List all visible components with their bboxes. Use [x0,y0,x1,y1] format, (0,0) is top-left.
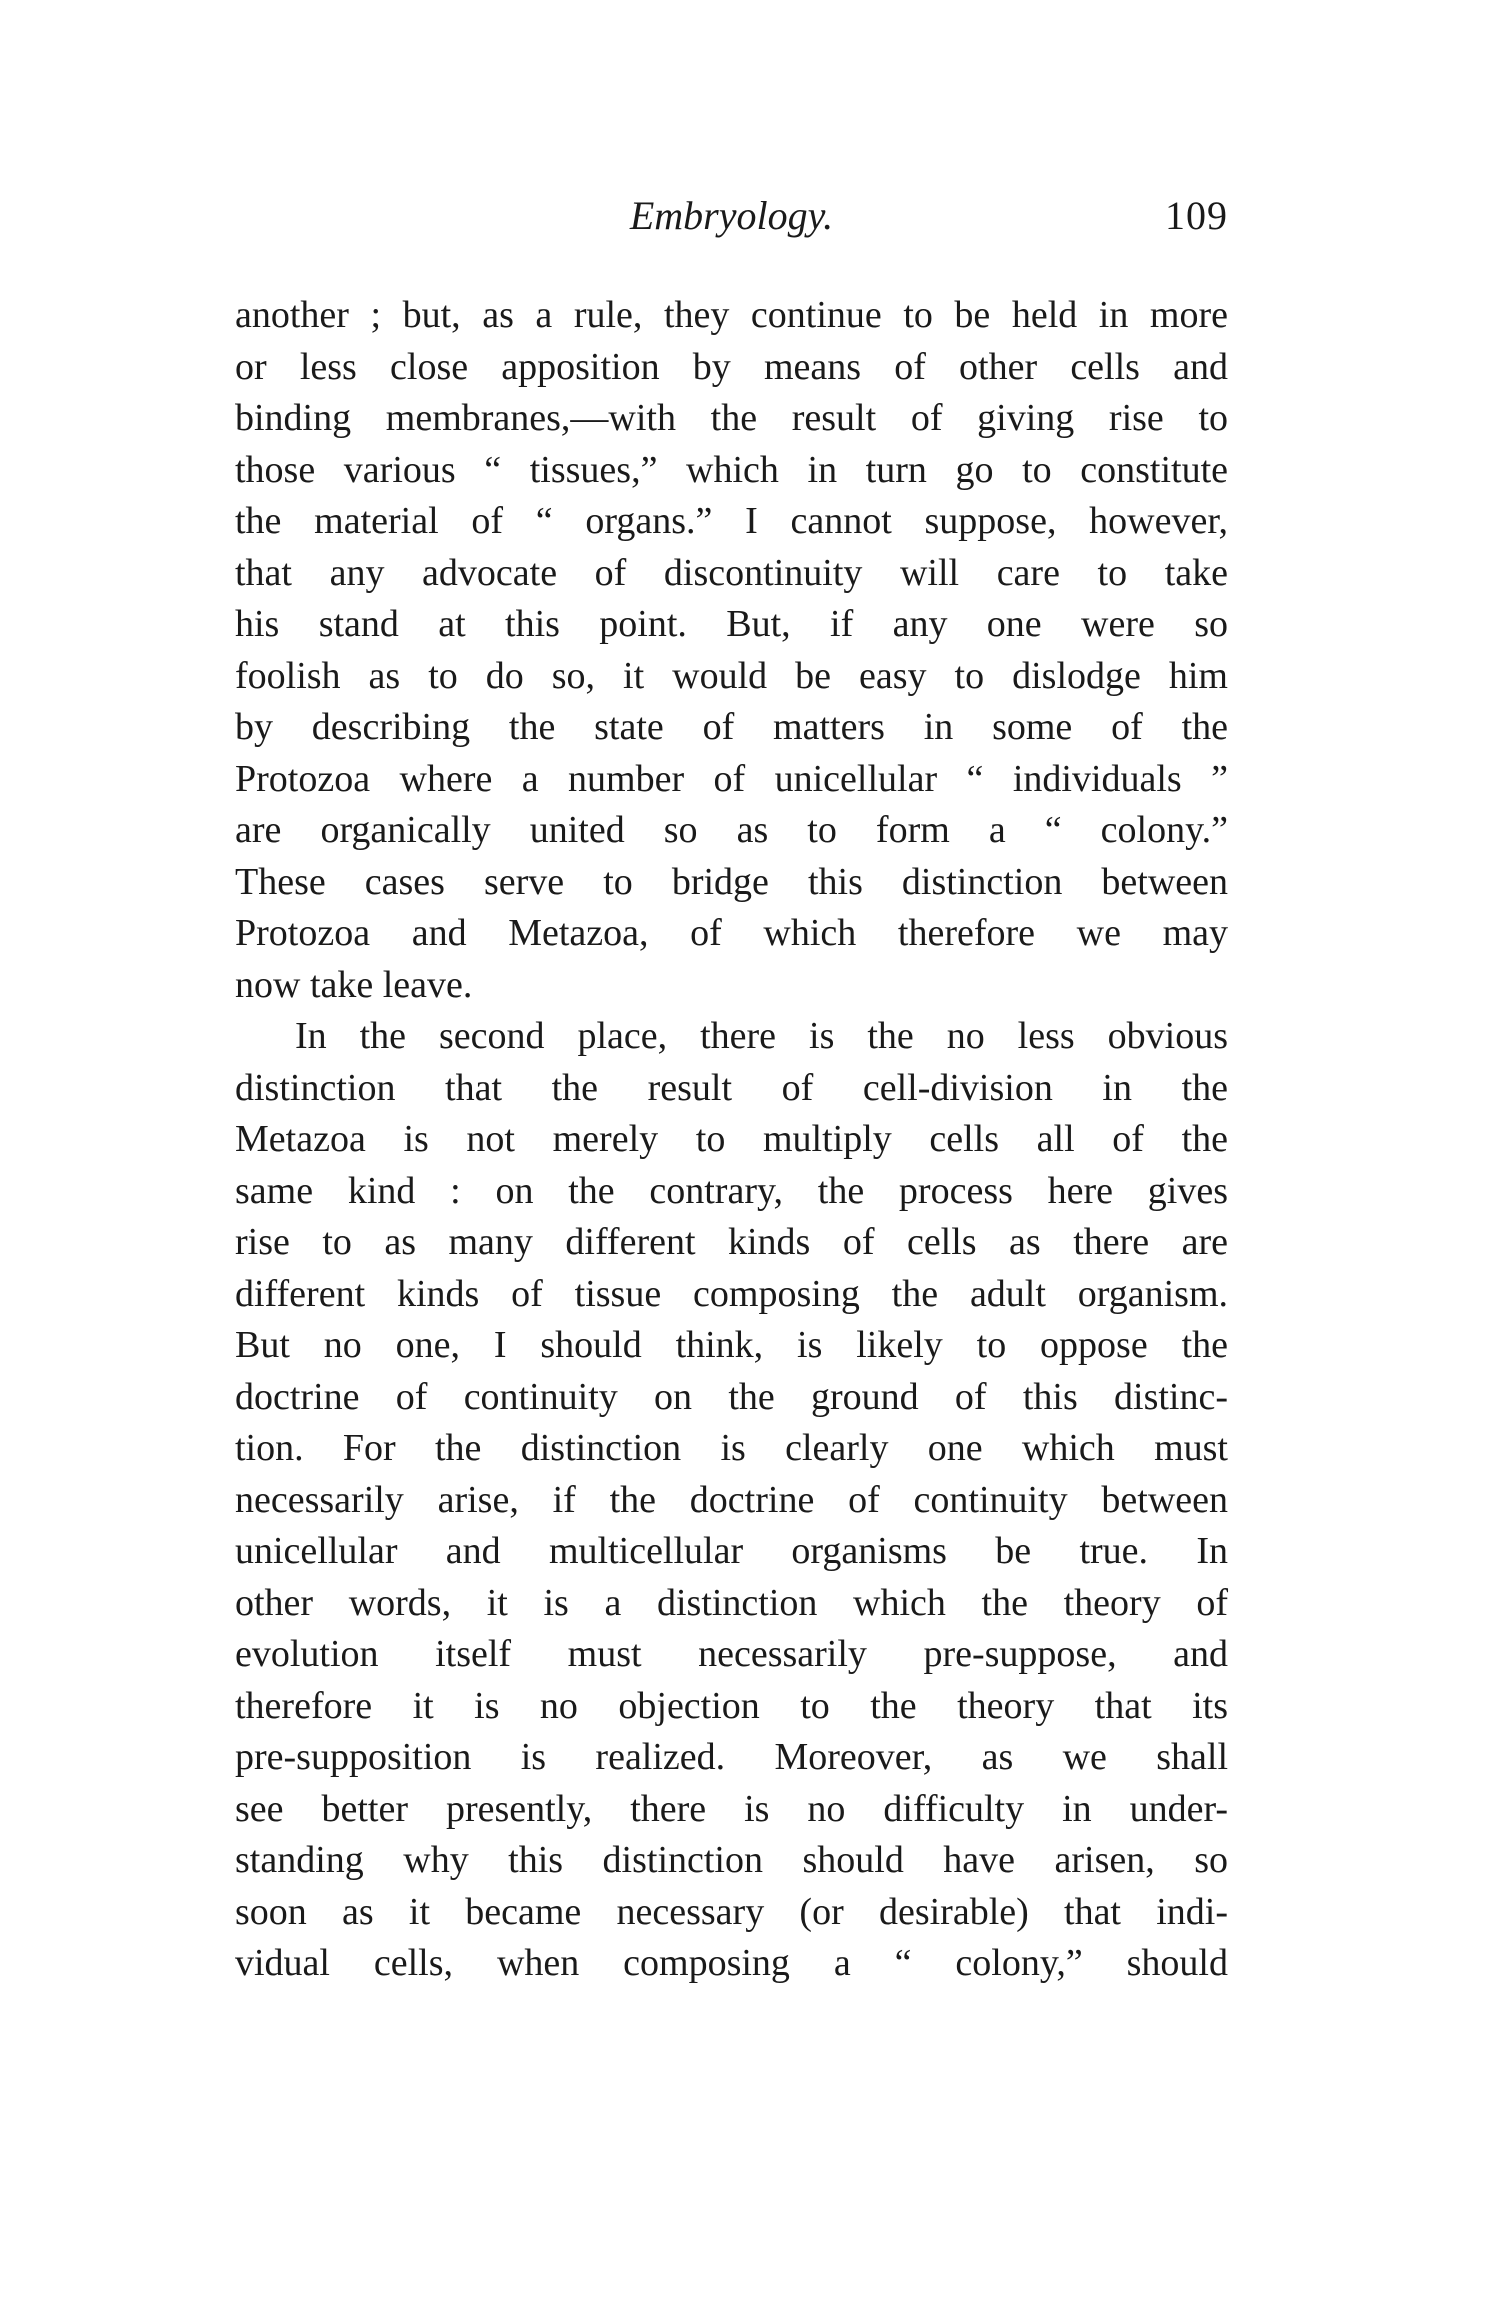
text-line: by describing the state of matters in some of the [235,706,1228,748]
text-line: the material of “ organs.” I cannot suppose, however, [235,500,1228,542]
text-line: are organically united so as to form a “ colony.” [235,809,1228,851]
text-line: therefore it is no objection to the theory that its [235,1684,1228,1727]
text-line: These cases serve to bridge this distinction between [235,860,1228,903]
text-line: doctrine of continuity on the ground of this distinc- [235,1375,1228,1418]
text-line: same kind : on the contrary, the process here gives [235,1169,1228,1212]
text-line: pre-supposition is realized. Moreover, as we shall [235,1736,1228,1778]
body-text [235,290,1228,1990]
text-line: rise to as many different kinds of cells as there are [235,1221,1228,1263]
text-line: standing why this distinction should have arisen, so [235,1839,1228,1881]
text-line: that any advocate of discontinuity will care to take [235,551,1228,594]
text-line: tion. For the distinction is clearly one which must [235,1427,1228,1469]
text-line: distinction that the result of cell-division in the [235,1066,1228,1109]
text-line: Metazoa is not merely to multiply cells all of the [235,1118,1228,1160]
running-title: Embryology. [629,193,834,238]
text-line: or less close apposition by means of other cells and [235,345,1228,388]
text-line: Protozoa where a number of unicellular “ individuals ” [235,757,1228,800]
text-line: different kinds of tissue composing the adult organism. [235,1272,1228,1315]
text-line: now take leave. [235,963,473,1006]
paragraph [235,290,1228,1011]
text-line: foolish as to do so, it would be easy to dislodge him [235,654,1228,697]
text-line: soon as it became necessary (or desirable) that indi- [235,1890,1228,1933]
text-line: vidual cells, when composing a “ colony,” should [235,1942,1228,1984]
text-line: In the second place, there is the no less obvious [295,1015,1228,1057]
text-line: unicellular and multicellular organisms be true. In [235,1530,1228,1572]
text-line: other words, it is a distinction which the theory of [235,1581,1228,1624]
text-line: binding membranes,—with the result of giving rise to [235,397,1228,439]
text-line: see better presently, there is no difficulty in under- [235,1787,1228,1830]
text-line: evolution itself must necessarily pre-suppose, and [235,1633,1228,1675]
paragraph [235,1011,1228,1990]
page-number: 109 [1165,193,1228,238]
text-line: those various “ tissues,” which in turn go to constitute [235,448,1228,491]
text-line: Protozoa and Metazoa, of which therefore we may [235,912,1228,954]
text-line: another ; but, as a rule, they continue to be held in more [235,294,1228,336]
page-header [235,192,1228,248]
text-line: his stand at this point. But, if any one were so [235,603,1228,645]
text-line: But no one, I should think, is likely to oppose the [235,1324,1228,1366]
text-line: necessarily arise, if the doctrine of continuity between [235,1478,1228,1521]
